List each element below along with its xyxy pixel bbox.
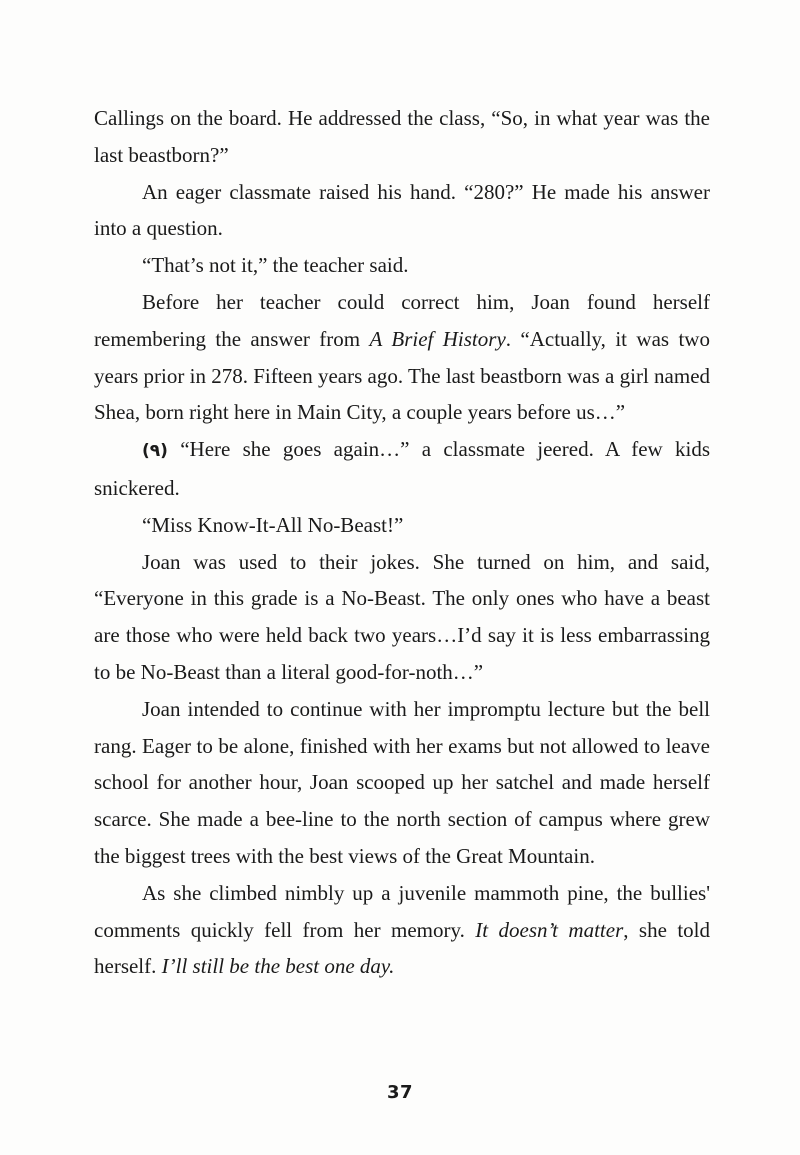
paragraph xyxy=(94,247,710,284)
paragraph xyxy=(94,174,710,248)
paragraph xyxy=(94,507,710,544)
paragraph xyxy=(94,875,710,985)
page-number: 37 xyxy=(386,1082,414,1103)
text-segment: Joan was used to their jokes. She turned on him, and said, “Everyone in this grade is a No-Beast. The only ones who have a beast are those who were held back two years…I’d say it is less embarrassing to be No-Beast than a literal good-for-noth…” xyxy=(94,549,710,684)
italic-thought: It doesn’t matter xyxy=(475,917,624,942)
text-segment: Joan intended to continue with her impromptu lecture but the bell rang. Eager to be alone, finished with her exams but not allowed to leave school for another hour, Joan scooped up her satchel and made herself scarce. She made a bee-line to the north section of campus where grew the biggest trees with the best views of the Great Mountain. xyxy=(94,696,710,868)
text-segment: “Miss Know-It-All No-Beast!” xyxy=(142,512,404,537)
footnote-marker: (٩) xyxy=(142,441,168,462)
text-segment: , she told herself. xyxy=(94,917,711,979)
paragraph xyxy=(94,100,710,174)
italic-thought: I’ll still be the best one day. xyxy=(161,954,395,979)
text-segment: As she climbed nimbly up a juvenile mammoth pine, the bullies' comments quickly fell from her memory. xyxy=(94,880,710,942)
paragraph xyxy=(94,284,710,431)
text-segment: . “Actually, it was two years prior in 278. Fifteen years ago. The last beastborn was a girl named Shea, born right here in Main City, a couple years before us…” xyxy=(94,326,711,425)
text-segment: Callings on the board. He addressed the class, “So, in what year was the last beastborn?” xyxy=(94,106,710,167)
paragraph xyxy=(94,691,710,875)
text-segment: “Here she goes again…” a classmate jeered. A few kids snickered. xyxy=(94,437,710,500)
text-segment: Before her teacher could correct him, Joan found herself remembering the answer from xyxy=(94,289,710,351)
text-segment: “That’s not it,” the teacher said. xyxy=(142,253,409,278)
text-segment: An eager classmate raised his hand. “280?” He made his answer into a question. xyxy=(94,179,710,241)
paragraph xyxy=(94,544,710,691)
body-text xyxy=(94,100,710,985)
paragraph xyxy=(94,431,710,507)
book-title-italic: A Brief History xyxy=(369,326,506,351)
